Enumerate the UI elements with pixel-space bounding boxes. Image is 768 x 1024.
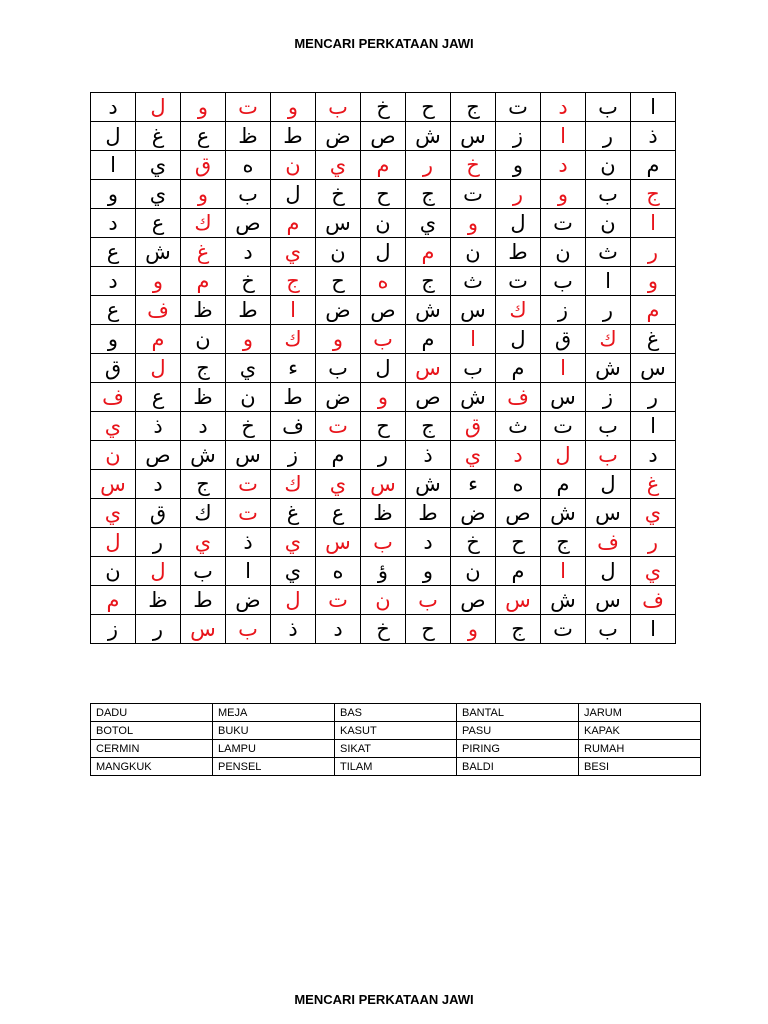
- grid-cell[interactable]: م: [541, 470, 586, 499]
- grid-cell[interactable]: ب: [316, 354, 361, 383]
- grid-cell[interactable]: ب: [226, 615, 271, 644]
- word-list-item: TILAM: [335, 758, 457, 776]
- footer-title: MENCARI PERKATAAN JAWI: [294, 992, 474, 1007]
- grid-cell[interactable]: ي: [181, 528, 226, 557]
- grid-cell[interactable]: ل: [541, 441, 586, 470]
- grid-cell[interactable]: ب: [406, 586, 451, 615]
- grid-cell[interactable]: ي: [316, 470, 361, 499]
- grid-cell[interactable]: ش: [586, 354, 631, 383]
- grid-row: [91, 586, 676, 615]
- grid-cell[interactable]: ط: [271, 383, 316, 412]
- grid-cell[interactable]: ل: [496, 325, 541, 354]
- grid-cell[interactable]: ل: [136, 557, 181, 586]
- word-list-item: MEJA: [213, 704, 335, 722]
- grid-cell[interactable]: ذ: [226, 528, 271, 557]
- grid-cell[interactable]: ا: [271, 296, 316, 325]
- grid-cell[interactable]: ج: [181, 470, 226, 499]
- grid-cell[interactable]: ذ: [271, 615, 316, 644]
- grid-cell[interactable]: ي: [631, 499, 676, 528]
- grid-cell[interactable]: ج: [541, 528, 586, 557]
- grid-cell[interactable]: ب: [586, 441, 631, 470]
- grid-cell[interactable]: د: [226, 238, 271, 267]
- grid-cell[interactable]: خ: [226, 267, 271, 296]
- grid-cell[interactable]: خ: [361, 615, 406, 644]
- grid-cell[interactable]: ش: [406, 470, 451, 499]
- grid-cell[interactable]: ت: [226, 93, 271, 122]
- grid-cell[interactable]: ك: [181, 209, 226, 238]
- grid-cell[interactable]: ه: [226, 151, 271, 180]
- grid-cell[interactable]: ث: [496, 412, 541, 441]
- grid-cell[interactable]: ك: [496, 296, 541, 325]
- grid-row: [91, 267, 676, 296]
- grid-cell[interactable]: ا: [91, 151, 136, 180]
- word-list-row: [91, 722, 701, 740]
- grid-cell[interactable]: ي: [91, 499, 136, 528]
- grid-cell[interactable]: ر: [136, 528, 181, 557]
- grid-cell[interactable]: ظ: [226, 122, 271, 151]
- grid-cell[interactable]: ج: [271, 267, 316, 296]
- grid-cell[interactable]: ن: [451, 557, 496, 586]
- grid-cell[interactable]: د: [181, 412, 226, 441]
- grid-cell[interactable]: ا: [631, 93, 676, 122]
- grid-cell[interactable]: ه: [361, 267, 406, 296]
- grid-cell[interactable]: ع: [91, 238, 136, 267]
- grid-cell[interactable]: ا: [541, 557, 586, 586]
- grid-cell[interactable]: ط: [181, 586, 226, 615]
- grid-cell[interactable]: ط: [406, 499, 451, 528]
- grid-cell[interactable]: ص: [406, 383, 451, 412]
- grid-cell[interactable]: ي: [271, 528, 316, 557]
- grid-cell[interactable]: و: [271, 93, 316, 122]
- grid-cell[interactable]: و: [496, 151, 541, 180]
- word-list-item: BALDI: [457, 758, 579, 776]
- grid-cell[interactable]: ع: [91, 296, 136, 325]
- grid-cell[interactable]: س: [226, 441, 271, 470]
- grid-cell[interactable]: س: [451, 122, 496, 151]
- grid-cell[interactable]: ج: [451, 93, 496, 122]
- grid-cell[interactable]: ل: [586, 470, 631, 499]
- grid-row: [91, 412, 676, 441]
- grid-row: [91, 151, 676, 180]
- grid-cell[interactable]: ع: [181, 122, 226, 151]
- grid-cell[interactable]: س: [361, 470, 406, 499]
- word-search-grid: [90, 92, 676, 644]
- grid-cell[interactable]: ي: [91, 412, 136, 441]
- grid-cell[interactable]: ق: [91, 354, 136, 383]
- grid-cell[interactable]: ظ: [181, 296, 226, 325]
- grid-row: [91, 557, 676, 586]
- word-list-row: [91, 704, 701, 722]
- grid-cell[interactable]: ف: [496, 383, 541, 412]
- grid-cell[interactable]: ن: [181, 325, 226, 354]
- grid-cell[interactable]: غ: [631, 325, 676, 354]
- grid-cell[interactable]: ن: [586, 151, 631, 180]
- grid-cell[interactable]: ب: [451, 354, 496, 383]
- grid-cell[interactable]: ف: [271, 412, 316, 441]
- grid-cell[interactable]: و: [136, 267, 181, 296]
- grid-cell[interactable]: ر: [586, 296, 631, 325]
- grid-cell[interactable]: ي: [226, 354, 271, 383]
- grid-cell[interactable]: ع: [136, 209, 181, 238]
- grid-cell[interactable]: ش: [541, 499, 586, 528]
- grid-cell[interactable]: و: [91, 325, 136, 354]
- grid-cell[interactable]: ي: [406, 209, 451, 238]
- grid-cell[interactable]: ء: [451, 470, 496, 499]
- grid-cell[interactable]: ز: [91, 615, 136, 644]
- grid-cell[interactable]: م: [181, 267, 226, 296]
- grid-cell[interactable]: ذ: [631, 122, 676, 151]
- grid-cell[interactable]: ت: [451, 180, 496, 209]
- grid-cell[interactable]: و: [181, 180, 226, 209]
- grid-cell[interactable]: ت: [496, 267, 541, 296]
- grid-cell[interactable]: ف: [136, 296, 181, 325]
- grid-row: [91, 499, 676, 528]
- grid-cell[interactable]: ج: [181, 354, 226, 383]
- grid-cell[interactable]: ر: [631, 238, 676, 267]
- grid-cell[interactable]: ط: [271, 122, 316, 151]
- grid-cell[interactable]: ف: [631, 586, 676, 615]
- grid-cell[interactable]: ذ: [136, 412, 181, 441]
- grid-cell[interactable]: ت: [316, 586, 361, 615]
- grid-cell[interactable]: ظ: [136, 586, 181, 615]
- grid-cell[interactable]: غ: [181, 238, 226, 267]
- grid-cell[interactable]: ق: [136, 499, 181, 528]
- word-list-row: [91, 758, 701, 776]
- grid-cell[interactable]: خ: [451, 528, 496, 557]
- grid-cell[interactable]: ب: [226, 180, 271, 209]
- word-list-item: JARUM: [579, 704, 701, 722]
- grid-cell[interactable]: ا: [541, 122, 586, 151]
- grid-cell[interactable]: د: [91, 209, 136, 238]
- grid-cell[interactable]: ت: [316, 412, 361, 441]
- grid-cell[interactable]: د: [316, 615, 361, 644]
- grid-cell[interactable]: ل: [496, 209, 541, 238]
- grid-cell[interactable]: ج: [406, 267, 451, 296]
- word-list-item: LAMPU: [213, 740, 335, 758]
- grid-cell[interactable]: د: [541, 151, 586, 180]
- grid-cell[interactable]: ت: [496, 93, 541, 122]
- grid-cell[interactable]: ك: [181, 499, 226, 528]
- grid-cell[interactable]: ج: [496, 615, 541, 644]
- grid-cell[interactable]: س: [586, 499, 631, 528]
- grid-row: [91, 615, 676, 644]
- grid-cell[interactable]: ف: [586, 528, 631, 557]
- grid-cell[interactable]: ن: [451, 238, 496, 267]
- grid-row: [91, 383, 676, 412]
- word-list-item: PIRING: [457, 740, 579, 758]
- grid-cell[interactable]: ك: [586, 325, 631, 354]
- grid-cell[interactable]: ب: [316, 93, 361, 122]
- grid-cell[interactable]: ن: [271, 151, 316, 180]
- grid-cell[interactable]: و: [406, 557, 451, 586]
- grid-cell[interactable]: م: [316, 441, 361, 470]
- grid-cell[interactable]: ي: [316, 151, 361, 180]
- grid-cell[interactable]: م: [631, 296, 676, 325]
- grid-cell[interactable]: س: [316, 528, 361, 557]
- grid-cell[interactable]: ه: [496, 470, 541, 499]
- grid-cell[interactable]: ل: [91, 122, 136, 151]
- grid-cell[interactable]: ي: [631, 557, 676, 586]
- grid-cell[interactable]: د: [631, 441, 676, 470]
- grid-cell[interactable]: ز: [496, 122, 541, 151]
- grid-cell[interactable]: ض: [316, 122, 361, 151]
- grid-cell[interactable]: س: [406, 354, 451, 383]
- grid-cell[interactable]: م: [406, 238, 451, 267]
- grid-cell[interactable]: ل: [586, 557, 631, 586]
- grid-cell[interactable]: د: [541, 93, 586, 122]
- grid-cell[interactable]: ظ: [181, 383, 226, 412]
- grid-cell[interactable]: ر: [496, 180, 541, 209]
- grid-cell[interactable]: ي: [271, 238, 316, 267]
- grid-cell[interactable]: ض: [451, 499, 496, 528]
- grid-cell[interactable]: و: [451, 209, 496, 238]
- grid-row: [91, 528, 676, 557]
- grid-cell[interactable]: ن: [91, 441, 136, 470]
- grid-cell[interactable]: ط: [226, 296, 271, 325]
- grid-cell[interactable]: م: [406, 325, 451, 354]
- word-list-row: [91, 740, 701, 758]
- grid-cell[interactable]: ح: [361, 180, 406, 209]
- grid-cell[interactable]: ش: [451, 383, 496, 412]
- grid-cell[interactable]: و: [226, 325, 271, 354]
- word-list-item: KAPAK: [579, 722, 701, 740]
- grid-cell[interactable]: ب: [586, 93, 631, 122]
- grid-cell[interactable]: ت: [541, 412, 586, 441]
- grid-cell[interactable]: ل: [271, 180, 316, 209]
- grid-cell[interactable]: ج: [631, 180, 676, 209]
- grid-cell[interactable]: ء: [271, 354, 316, 383]
- grid-cell[interactable]: ف: [91, 383, 136, 412]
- grid-cell[interactable]: خ: [226, 412, 271, 441]
- grid-cell[interactable]: م: [631, 151, 676, 180]
- grid-cell[interactable]: ظ: [361, 499, 406, 528]
- grid-cell[interactable]: س: [586, 586, 631, 615]
- grid-cell[interactable]: ل: [136, 354, 181, 383]
- grid-cell[interactable]: ك: [271, 470, 316, 499]
- grid-cell[interactable]: ص: [136, 441, 181, 470]
- grid-cell[interactable]: د: [496, 441, 541, 470]
- grid-row: [91, 325, 676, 354]
- word-list-item: PASU: [457, 722, 579, 740]
- grid-cell[interactable]: ص: [361, 122, 406, 151]
- grid-cell[interactable]: ي: [136, 151, 181, 180]
- grid-cell[interactable]: ح: [316, 267, 361, 296]
- grid-cell[interactable]: ط: [496, 238, 541, 267]
- grid-row: [91, 296, 676, 325]
- word-list-item: BAS: [335, 704, 457, 722]
- grid-cell[interactable]: ل: [361, 354, 406, 383]
- grid-cell[interactable]: ر: [361, 441, 406, 470]
- grid-cell[interactable]: د: [136, 470, 181, 499]
- grid-cell[interactable]: ش: [181, 441, 226, 470]
- grid-cell[interactable]: ت: [541, 615, 586, 644]
- grid-cell[interactable]: و: [316, 325, 361, 354]
- grid-cell[interactable]: ا: [451, 325, 496, 354]
- grid-cell[interactable]: ر: [631, 383, 676, 412]
- grid-cell[interactable]: ح: [406, 93, 451, 122]
- word-list-item: PENSEL: [213, 758, 335, 776]
- grid-cell[interactable]: خ: [451, 151, 496, 180]
- grid-cell[interactable]: س: [316, 209, 361, 238]
- grid-cell[interactable]: ب: [181, 557, 226, 586]
- grid-cell[interactable]: ب: [586, 180, 631, 209]
- grid-cell[interactable]: ض: [316, 296, 361, 325]
- grid-cell[interactable]: ج: [406, 180, 451, 209]
- grid-cell[interactable]: ب: [586, 412, 631, 441]
- grid-cell[interactable]: و: [631, 267, 676, 296]
- grid-cell[interactable]: ض: [316, 383, 361, 412]
- grid-cell[interactable]: ل: [361, 238, 406, 267]
- word-list-item: SIKAT: [335, 740, 457, 758]
- grid-row: [91, 470, 676, 499]
- grid-cell[interactable]: و: [541, 180, 586, 209]
- grid-cell[interactable]: ر: [586, 122, 631, 151]
- grid-cell[interactable]: ب: [361, 325, 406, 354]
- grid-cell[interactable]: ج: [406, 412, 451, 441]
- grid-cell[interactable]: ا: [631, 412, 676, 441]
- grid-cell[interactable]: خ: [361, 93, 406, 122]
- grid-cell[interactable]: ب: [361, 528, 406, 557]
- grid-cell[interactable]: ث: [451, 267, 496, 296]
- grid-cell[interactable]: ن: [586, 209, 631, 238]
- grid-cell[interactable]: ا: [541, 354, 586, 383]
- word-list-item: BUKU: [213, 722, 335, 740]
- grid-cell[interactable]: ص: [226, 209, 271, 238]
- word-list-table: [90, 703, 701, 776]
- grid-cell[interactable]: ا: [226, 557, 271, 586]
- grid-cell[interactable]: ن: [361, 586, 406, 615]
- grid-cell[interactable]: ت: [226, 470, 271, 499]
- grid-row: [91, 180, 676, 209]
- grid-cell[interactable]: ع: [136, 383, 181, 412]
- grid-cell[interactable]: د: [91, 267, 136, 296]
- grid-cell[interactable]: ت: [541, 209, 586, 238]
- grid-cell[interactable]: س: [181, 615, 226, 644]
- grid-cell[interactable]: و: [91, 180, 136, 209]
- grid-cell[interactable]: غ: [631, 470, 676, 499]
- grid-cell[interactable]: ا: [631, 209, 676, 238]
- word-list-item: CERMIN: [91, 740, 213, 758]
- grid-cell[interactable]: خ: [316, 180, 361, 209]
- grid-cell[interactable]: م: [136, 325, 181, 354]
- grid-cell[interactable]: ن: [361, 209, 406, 238]
- grid-cell[interactable]: ح: [361, 412, 406, 441]
- grid-row: [91, 122, 676, 151]
- grid-cell[interactable]: س: [631, 354, 676, 383]
- word-list-item: MANGKUK: [91, 758, 213, 776]
- grid-cell[interactable]: ا: [586, 267, 631, 296]
- grid-cell[interactable]: ي: [271, 557, 316, 586]
- grid-cell[interactable]: ر: [631, 528, 676, 557]
- grid-cell[interactable]: ن: [316, 238, 361, 267]
- grid-row: [91, 93, 676, 122]
- grid-cell[interactable]: ك: [271, 325, 316, 354]
- grid-cell[interactable]: م: [91, 586, 136, 615]
- grid-cell[interactable]: و: [361, 383, 406, 412]
- grid-cell[interactable]: و: [451, 615, 496, 644]
- grid-cell[interactable]: ق: [541, 325, 586, 354]
- word-list-item: BESI: [579, 758, 701, 776]
- grid-cell[interactable]: ن: [91, 557, 136, 586]
- word-list-item: RUMAH: [579, 740, 701, 758]
- grid-cell[interactable]: س: [91, 470, 136, 499]
- grid-row: [91, 238, 676, 267]
- grid-cell[interactable]: ل: [271, 586, 316, 615]
- grid-cell[interactable]: س: [541, 383, 586, 412]
- grid-cell[interactable]: ش: [406, 296, 451, 325]
- grid-cell[interactable]: ن: [226, 383, 271, 412]
- grid-cell[interactable]: ل: [136, 93, 181, 122]
- grid-row: [91, 354, 676, 383]
- grid-cell[interactable]: ل: [91, 528, 136, 557]
- grid-cell[interactable]: ق: [451, 412, 496, 441]
- grid-cell[interactable]: ا: [631, 615, 676, 644]
- grid-cell[interactable]: ر: [406, 151, 451, 180]
- grid-cell[interactable]: ن: [541, 238, 586, 267]
- grid-row: [91, 441, 676, 470]
- grid-cell[interactable]: غ: [136, 122, 181, 151]
- grid-cell[interactable]: د: [91, 93, 136, 122]
- grid-cell[interactable]: م: [496, 557, 541, 586]
- grid-cell[interactable]: د: [406, 528, 451, 557]
- grid-cell[interactable]: ش: [541, 586, 586, 615]
- grid-cell[interactable]: ذ: [406, 441, 451, 470]
- grid-cell[interactable]: ب: [541, 267, 586, 296]
- grid-cell[interactable]: ؤ: [361, 557, 406, 586]
- grid-cell[interactable]: ع: [316, 499, 361, 528]
- grid-cell[interactable]: ش: [406, 122, 451, 151]
- grid-cell[interactable]: س: [451, 296, 496, 325]
- page-title: MENCARI PERKATAAN JAWI: [294, 36, 474, 51]
- grid-cell[interactable]: ش: [136, 238, 181, 267]
- grid-cell[interactable]: ص: [361, 296, 406, 325]
- word-list-item: BOTOL: [91, 722, 213, 740]
- grid-cell[interactable]: ث: [586, 238, 631, 267]
- grid-cell[interactable]: ح: [406, 615, 451, 644]
- grid-cell[interactable]: ب: [586, 615, 631, 644]
- grid-cell[interactable]: ي: [136, 180, 181, 209]
- grid-cell[interactable]: ق: [181, 151, 226, 180]
- grid-cell[interactable]: ض: [226, 586, 271, 615]
- grid-cell[interactable]: ز: [586, 383, 631, 412]
- word-list-item: DADU: [91, 704, 213, 722]
- word-list-item: BANTAL: [457, 704, 579, 722]
- grid-cell[interactable]: ص: [451, 586, 496, 615]
- word-list-item: KASUT: [335, 722, 457, 740]
- grid-cell[interactable]: م: [496, 354, 541, 383]
- grid-cell[interactable]: ز: [271, 441, 316, 470]
- grid-cell[interactable]: م: [361, 151, 406, 180]
- grid-row: [91, 209, 676, 238]
- grid-cell[interactable]: و: [181, 93, 226, 122]
- grid-cell[interactable]: ر: [136, 615, 181, 644]
- grid-cell[interactable]: ت: [226, 499, 271, 528]
- grid-cell[interactable]: ح: [496, 528, 541, 557]
- grid-cell[interactable]: ز: [541, 296, 586, 325]
- grid-cell[interactable]: م: [271, 209, 316, 238]
- grid-cell[interactable]: غ: [271, 499, 316, 528]
- grid-cell[interactable]: ه: [316, 557, 361, 586]
- grid-cell[interactable]: س: [496, 586, 541, 615]
- grid-cell[interactable]: ص: [496, 499, 541, 528]
- grid-cell[interactable]: ي: [451, 441, 496, 470]
